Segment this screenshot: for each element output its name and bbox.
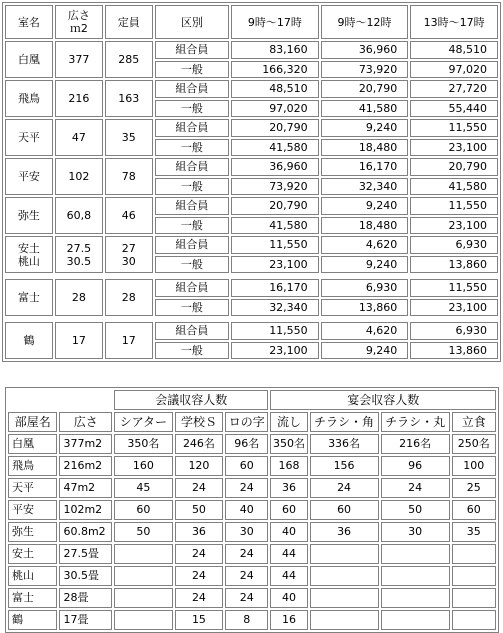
capacity-cell [381,544,450,564]
price-afternoon: 13,860 [410,342,498,360]
capacity-cell: 216m2 [59,456,112,476]
capacity-cell: 36 [175,522,223,542]
capacity-row [8,456,496,476]
capacity-room-name: 富士 [8,588,57,608]
price-morning: 41,580 [321,100,409,118]
capacity-cell: 30.5畳 [59,566,112,586]
price-morning: 32,340 [321,178,409,196]
room-price-table [2,2,501,362]
price-afternoon: 97,020 [410,61,498,79]
room-name-line2: 桃山 [17,254,40,268]
capacity-cell [310,544,379,564]
capacity-cell: 24 [225,478,268,498]
price-full-day: 41,580 [231,217,319,235]
room-name [5,236,53,273]
capacity-cell: 100 [452,456,496,476]
price-morning: 18,480 [321,139,409,157]
header-category: 区別 [155,5,229,39]
price-full-day: 16,170 [231,279,319,297]
capacity-row [8,522,496,542]
capacity-row [8,434,496,454]
price-afternoon: 23,100 [410,217,498,235]
room-name: 富士 [5,279,53,316]
member-category: 組合員 [155,80,229,98]
price-header-row [5,5,498,39]
price-full-day: 41,580 [231,139,319,157]
price-full-day: 83,160 [231,41,319,59]
capacity-cell: 96 [381,456,450,476]
capacity-cell: 30 [381,522,450,542]
price-full-day: 20,790 [231,197,319,215]
capacity-cell: 60 [310,500,379,520]
capacity-row [8,500,496,520]
price-morning: 13,860 [321,299,409,317]
capacity-cell: 250名 [452,434,496,454]
capacity-cell: 350名 [270,434,307,454]
capacity-cell: 24 [225,544,268,564]
room-name: 鶴 [5,322,53,359]
price-afternoon: 11,550 [410,279,498,297]
capacity-cell: 156 [310,456,379,476]
price-afternoon: 27,720 [410,80,498,98]
capacity-cell: 16 [270,610,307,630]
header-time-morning: 9時～12時 [321,5,409,39]
capacity-row [8,588,496,608]
capacity-cell: 24 [310,478,379,498]
capacity-header-cell: 広さ [59,412,112,432]
price-afternoon: 23,100 [410,139,498,157]
price-afternoon: 11,550 [410,197,498,215]
capacity-header-cell: チラシ・丸 [381,412,450,432]
capacity-cell: 102m2 [59,500,112,520]
header-room: 室名 [5,5,53,39]
capacity-cell: 47m2 [59,478,112,498]
blank-cell [59,390,112,410]
capacity-row [8,610,496,630]
price-afternoon: 55,440 [410,100,498,118]
capacity-cell [114,610,173,630]
price-morning: 73,920 [321,61,409,79]
member-category: 組合員 [155,197,229,215]
room-name: 白凰 [5,41,53,78]
capacity-cell: 50 [175,500,223,520]
price-afternoon: 48,510 [410,41,498,59]
header-time-full: 9時～17時 [231,5,319,39]
member-category: 組合員 [155,158,229,176]
capacity-cell: 246名 [175,434,223,454]
room-area: 28 [55,279,103,316]
price-row [5,119,498,137]
capacity-cell: 40 [270,588,307,608]
capacity-cell: 160 [114,456,173,476]
capacity-cell: 50 [114,522,173,542]
room-name: 天平 [5,119,53,156]
capacity-cell [452,610,496,630]
room-name: 飛鳥 [5,80,53,117]
room-area-line1: 27.5 [66,241,92,255]
price-full-day: 48,510 [231,80,319,98]
price-row [5,322,498,340]
room-capacity: 17 [105,322,153,359]
price-afternoon: 11,550 [410,119,498,137]
capacity-cell: 24 [381,478,450,498]
member-category: 一般 [155,139,229,157]
price-full-day: 32,340 [231,299,319,317]
capacity-cell: 24 [175,588,223,608]
capacity-row [8,566,496,586]
capacity-room-name: 鶴 [8,610,57,630]
price-full-day: 23,100 [231,342,319,360]
capacity-cell: 27.5畳 [59,544,112,564]
capacity-cell: 60.8m2 [59,522,112,542]
capacity-cell [452,566,496,586]
capacity-cell: 60 [114,500,173,520]
capacity-room-name: 天平 [8,478,57,498]
capacity-cell: 50 [381,500,450,520]
capacity-header-cell: 学校Ｓ [175,412,223,432]
price-afternoon: 13,860 [410,256,498,274]
capacity-cell: 35 [452,522,496,542]
capacity-cell [114,544,173,564]
price-full-day: 166,320 [231,61,319,79]
price-row [5,80,498,98]
room-capacity-line2: 30 [121,254,136,268]
capacity-cell [452,544,496,564]
capacity-cell: 24 [175,544,223,564]
room-area: 60,8 [55,197,103,234]
capacity-cell: 44 [270,544,307,564]
room-area [55,236,103,273]
capacity-cell: 36 [310,522,379,542]
price-full-day: 20,790 [231,119,319,137]
room-area: 17 [55,322,103,359]
price-morning: 9,240 [321,342,409,360]
price-afternoon: 23,100 [410,299,498,317]
price-row [5,197,498,215]
room-capacity-table [5,387,499,633]
capacity-header-row [8,412,496,432]
member-category: 組合員 [155,119,229,137]
room-name: 平安 [5,158,53,195]
member-category: 一般 [155,342,229,360]
room-capacity: 285 [105,41,153,78]
member-category: 一般 [155,299,229,317]
capacity-room-name: 安土 [8,544,57,564]
capacity-cell: 350名 [114,434,173,454]
room-area-line2: 30.5 [66,254,92,268]
room-name-line1: 安土 [17,241,40,255]
price-full-day: 97,020 [231,100,319,118]
member-category: 一般 [155,256,229,274]
capacity-room-name: 飛鳥 [8,456,57,476]
member-category: 一般 [155,61,229,79]
price-morning: 9,240 [321,197,409,215]
capacity-room-name: 白凰 [8,434,57,454]
price-afternoon: 20,790 [410,158,498,176]
price-afternoon: 6,930 [410,322,498,340]
capacity-cell: 216名 [381,434,450,454]
capacity-cell: 168 [270,456,307,476]
member-category: 一般 [155,100,229,118]
price-row [5,279,498,297]
capacity-cell: 30 [225,522,268,542]
capacity-cell: 60 [452,500,496,520]
capacity-cell: 60 [225,456,268,476]
capacity-cell: 36 [270,478,307,498]
capacity-cell: 377m2 [59,434,112,454]
capacity-cell: 24 [225,566,268,586]
price-row [5,158,498,176]
capacity-cell [310,610,379,630]
blank-cell [8,390,57,410]
header-time-afternoon: 13時～17時 [410,5,498,39]
price-full-day: 73,920 [231,178,319,196]
room-area: 47 [55,119,103,156]
capacity-cell: 24 [175,478,223,498]
capacity-cell [114,588,173,608]
room-area: 377 [55,41,103,78]
price-morning: 4,620 [321,322,409,340]
capacity-header-cell: チラシ・角 [310,412,379,432]
room-capacity: 28 [105,279,153,316]
room-capacity [105,236,153,273]
section-gap [5,318,498,320]
price-morning: 20,790 [321,80,409,98]
price-morning: 18,480 [321,217,409,235]
price-afternoon: 41,580 [410,178,498,196]
member-category: 一般 [155,178,229,196]
member-category: 一般 [155,217,229,235]
capacity-cell: 336名 [310,434,379,454]
capacity-cell: 44 [270,566,307,586]
price-full-day: 11,550 [231,236,319,254]
capacity-group-row [8,390,496,410]
capacity-cell: 15 [175,610,223,630]
banquet-capacity-heading: 宴会収容人数 [270,390,496,410]
price-row [5,41,498,59]
capacity-header-cell: ロの字 [225,412,268,432]
price-morning: 4,620 [321,236,409,254]
capacity-header-cell: シアター [114,412,173,432]
capacity-cell: 24 [175,566,223,586]
capacity-header-cell: 部屋名 [8,412,57,432]
capacity-cell [310,566,379,586]
capacity-cell: 25 [452,478,496,498]
capacity-cell: 40 [225,500,268,520]
room-capacity: 163 [105,80,153,117]
capacity-cell [452,588,496,608]
member-category: 組合員 [155,236,229,254]
capacity-room-name: 平安 [8,500,57,520]
capacity-cell: 45 [114,478,173,498]
capacity-cell: 17畳 [59,610,112,630]
capacity-cell: 40 [270,522,307,542]
price-morning: 9,240 [321,256,409,274]
meeting-capacity-heading: 会議収容人数 [114,390,268,410]
price-row [5,236,498,254]
header-area: 広さｍ2 [55,5,103,39]
member-category: 組合員 [155,279,229,297]
room-area: 102 [55,158,103,195]
capacity-cell [114,566,173,586]
header-capacity: 定員 [105,5,153,39]
price-morning: 6,930 [321,279,409,297]
capacity-header-cell: 立食 [452,412,496,432]
room-area: 216 [55,80,103,117]
member-category: 組合員 [155,41,229,59]
room-capacity: 35 [105,119,153,156]
gap-cell [5,318,498,320]
section-gap [5,275,498,277]
room-name: 弥生 [5,197,53,234]
capacity-cell: 8 [225,610,268,630]
capacity-cell: 24 [225,588,268,608]
capacity-row [8,544,496,564]
capacity-cell [381,588,450,608]
price-morning: 16,170 [321,158,409,176]
capacity-row [8,478,496,498]
room-capacity: 78 [105,158,153,195]
capacity-cell: 120 [175,456,223,476]
capacity-cell [381,610,450,630]
capacity-room-name: 弥生 [8,522,57,542]
room-capacity-line1: 27 [121,241,136,255]
capacity-cell: 28畳 [59,588,112,608]
price-full-day: 36,960 [231,158,319,176]
capacity-cell: 60 [270,500,307,520]
capacity-header-cell: 流し [270,412,307,432]
price-full-day: 23,100 [231,256,319,274]
price-full-day: 11,550 [231,322,319,340]
capacity-room-name: 桃山 [8,566,57,586]
capacity-cell: 96名 [225,434,268,454]
gap-cell [5,275,498,277]
member-category: 組合員 [155,322,229,340]
capacity-cell [310,588,379,608]
price-afternoon: 6,930 [410,236,498,254]
capacity-cell [381,566,450,586]
price-morning: 9,240 [321,119,409,137]
room-capacity: 46 [105,197,153,234]
price-morning: 36,960 [321,41,409,59]
